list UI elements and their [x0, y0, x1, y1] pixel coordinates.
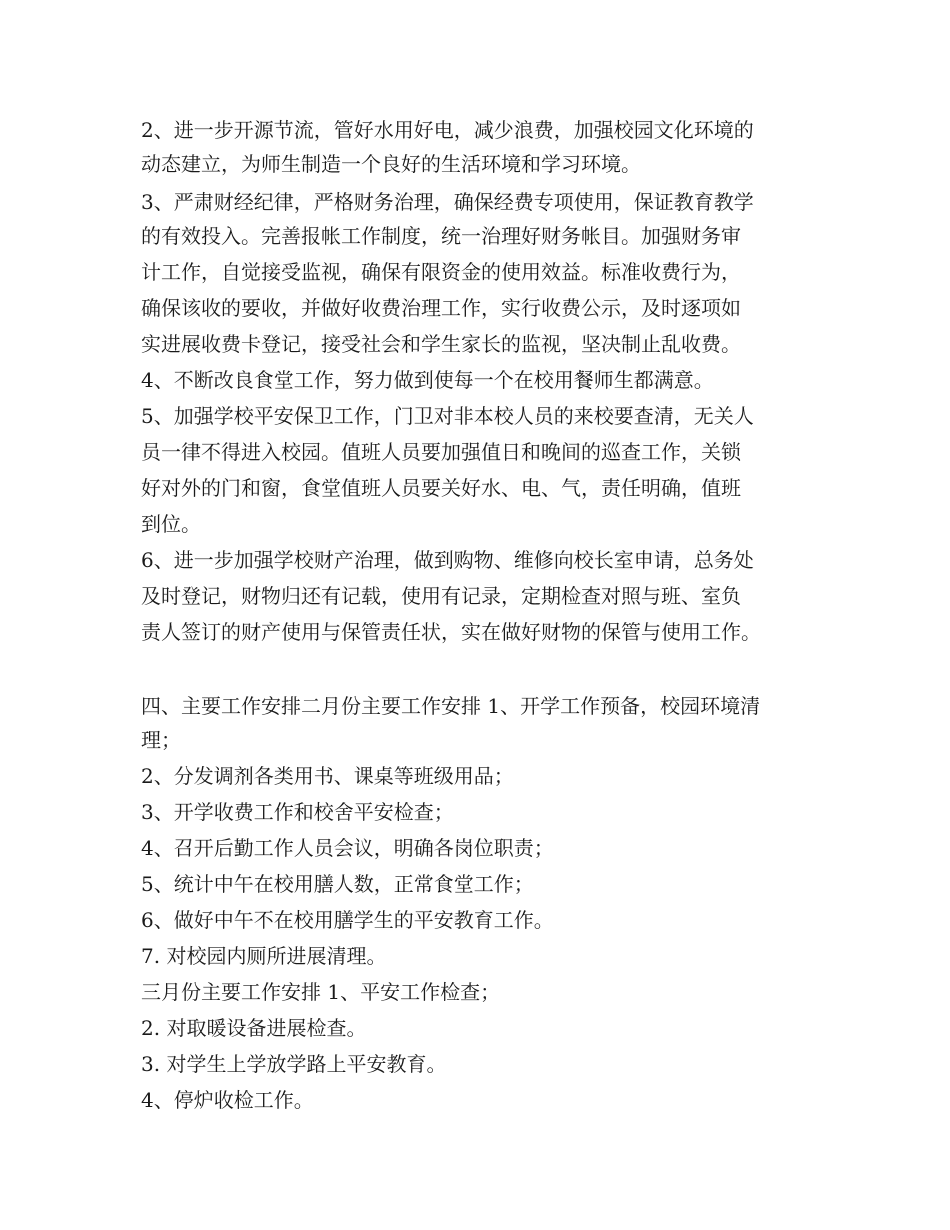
- list-item: 4、召开后勤工作人员会议，明确各岗位职责；: [141, 836, 554, 860]
- text-line: 计工作，自觉接受监视，确保有限资金的使用效益。标准收费行为，: [141, 260, 741, 284]
- text-line: 5、加强学校平安保卫工作，门卫对非本校人员的来校要查清，无关人: [141, 404, 754, 428]
- list-item: 3. 对学生上学放学路上平安教育。: [141, 1052, 447, 1076]
- text-line: 实进展收费卡登记，接受社会和学生家长的监视，坚决制止乱收费。: [141, 332, 741, 356]
- text-line: 的有效投入。完善报帐工作制度，统一治理好财务帐目。加强财务审: [141, 224, 741, 248]
- section-heading: 四、主要工作安排二月份主要工作安排 1、开学工作预备，校园环境清: [141, 694, 761, 718]
- text-line: 确保该收的要收，并做好收费治理工作，实行收费公示，及时逐项如: [141, 296, 741, 320]
- list-item: 2、分发调剂各类用书、课桌等班级用品；: [141, 764, 514, 788]
- text-line: 好对外的门和窗，食堂值班人员要关好水、电、气，责任明确，值班: [141, 476, 741, 500]
- list-item: 2. 对取暖设备进展检查。: [141, 1016, 367, 1040]
- text-line: 3、严肃财经纪律，严格财务治理，确保经费专项使用，保证教育教学: [141, 190, 754, 214]
- text-line: 到位。: [141, 512, 201, 536]
- text-line: 责人签订的财产使用与保管责任状，实在做好财物的保管与使用工作。: [141, 620, 761, 644]
- list-item: 5、统计中午在校用膳人数，正常食堂工作；: [141, 872, 534, 896]
- text-line: 及时登记，财物归还有记载，使用有记录，定期检查对照与班、室负: [141, 584, 741, 608]
- text-line: 三月份主要工作安排 1、平安工作检查；: [141, 980, 501, 1004]
- text-line: 6、进一步加强学校财产治理，做到购物、维修向校长室申请，总务处: [141, 548, 754, 572]
- text-line: 动态建立，为师生制造一个良好的生活环境和学习环境。: [141, 152, 641, 176]
- text-line: 理；: [141, 728, 181, 752]
- text-line: 员一律不得进入校园。值班人员要加强值日和晚间的巡查工作，关锁: [141, 440, 741, 464]
- list-item: 3、开学收费工作和校舍平安检查；: [141, 800, 454, 824]
- list-item: 6、做好中午不在校用膳学生的平安教育工作。: [141, 908, 554, 932]
- text-line: 2、进一步开源节流，管好水用好电，减少浪费，加强校园文化环境的: [141, 118, 754, 142]
- list-item: 4、停炉收检工作。: [141, 1088, 314, 1112]
- text-line: 4、不断改良食堂工作，努力做到使每一个在校用餐师生都满意。: [141, 368, 714, 392]
- list-item: 7. 对校园内厕所进展清理。: [141, 944, 387, 968]
